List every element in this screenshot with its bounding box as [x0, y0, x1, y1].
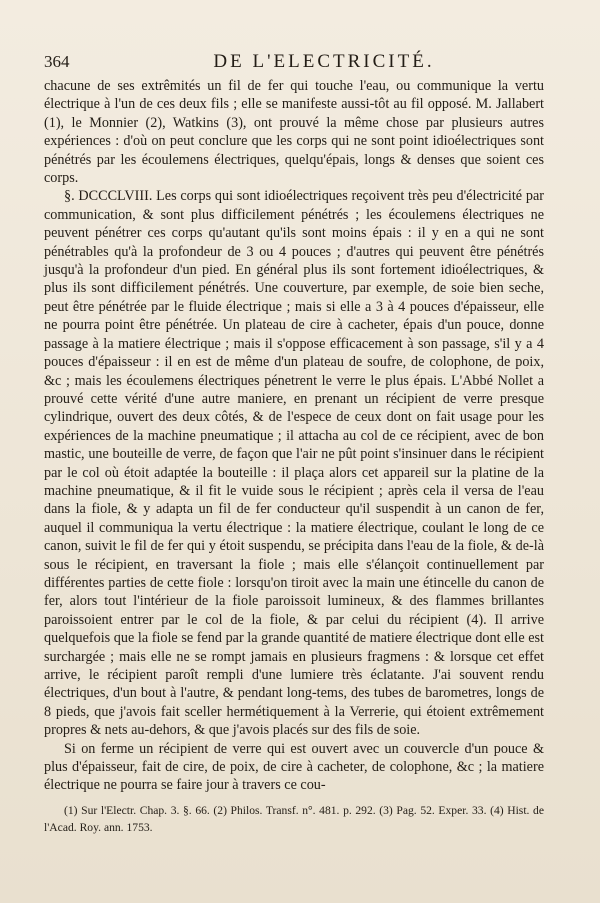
paragraph-recipient: Si on ferme un récipient de verre qui est ouvert avec un couvercle d'un pouce & plus d'épaisseur, fait de cire, de poix, de cire à cacheter, de colophone, &c ; la matiere électrique ne pourra se faire jour à travers ce cou-: [44, 740, 544, 794]
running-head: [44, 52, 552, 76]
footnote-text: (1) Sur l'Electr. Chap. 3. §. 66. (2) Philos. Transf. n°. 481. p. 292. (3) Pag. 52. Exper. 33. (4) Hist. de l'Acad. Roy. ann. 1753.: [44, 804, 544, 834]
main-text: [44, 77, 544, 795]
running-title: DE L'ELECTRICITÉ.: [213, 51, 435, 72]
paragraph-continuation: chacune de ses extrêmités un fil de fer qui touche l'eau, ou communique la vertu électrique à l'un de ces deux fils ; elle se manifeste aussi-tôt au fil opposé. M. Jallabert (1), le Monnier (2), Watkins (3), ont prouvé la même chose par plusieurs autres expériences : d'où on peut conclure que les corps qui ne sont point idioélectriques sont pénétrés par les écoulemens électriques, quelqu'épais, longs & denses que soient ces corps.: [44, 78, 544, 187]
footnotes: [44, 802, 544, 836]
page-number: 364: [44, 52, 70, 71]
paragraph-section-858: §. DCCCLVIII. Les corps qui sont idioélectriques reçoivent très peu d'électricité par communication, & sont plus difficilement pénétrés ; les écoulemens électriques ne peuvent pénétrer ces corps qu'autant qu'ils sont moins épais : il y en a qui ne sont pénétrables qu'à la profondeur de 3 ou 4 pouces ; d'autres qui peuvent être pénétrés jusqu'à la profondeur d'un pied. En général plus ils sont fortement idioélectriques, & plus ils sont difficilement pénétrés. Une couverture, par exemple, de soie bien seche, peut être pénétrée par le fluide électrique ; mais si elle a 3 à 4 pouces d'épaisseur, elle ne pourra point être pénétrée. Un plateau de cire à cacheter, épais d'un pouce, donne passage à la matiere électrique ; mais il s'oppose efficacement à son passage, s'il y a 4 pouces d'épaisseur : il en est de même d'un plateau de soufre, de colophone, de poix, &c ; mais les écoulemens électriques pénetrent le verre le plus épais. L'Abbé Nollet a prouvé cette vérité d'une autre maniere, en prenant un récipient de verre presque cylindrique, ouvert des deux côtés, & de l'espece de ceux dont on fait usage pour les expériences de la machine pneumatique ; il attacha au col de ce récipient, avec de bon mastic, une bouteille de verre, de façon que l'air ne pût point s'insinuer dans le récipient par le col où étoit adaptée la bouteille : il plaça alors cet appareil sur la platine de la machine pneumatique, & il fit le vuide sous le récipient ; après cela il versa de l'eau dans la fiole, & y adapta un fil de fer conducteur qu'il suspendit à un canon de fer, auquel il communiqua la vertu électrique : la matiere électrique, coulant le long de ce canon, suivit le fil de fer qui y étoit suspendu, se précipita dans l'eau de la fiole, & de-là sous le récipient, en traversant la fiole ; mais elle s'élançoit continuellement par différentes parties de cette fiole : lorsqu'on tiroit avec la main une étincelle du canon de fer, alors tout l'intérieur de la fiole paroissoit lumineux, & des flammes brillantes paroissoient entrer par le col de la fiole, & par celui du récipient (4). Il arrive quelquefois que la fiole se fend par la grande quantité de matiere électrique dont elle est surchargée ; mais elle ne se rompt jamais en plusieurs fragmens : & lorsque cet effet arrive, le récipient paroît rempli d'une lumiere très éclatante. J'ai souvent rendu électriques, d'un bout à l'autre, & pendant long-tems, des tubes de barometres, longs de 8 pieds, que j'avois fait sceller hermétiquement à la Verrerie, qui étoient extrêmement propres & nets au-dehors, & que j'avois placés sur des fils de soie.: [44, 188, 544, 739]
